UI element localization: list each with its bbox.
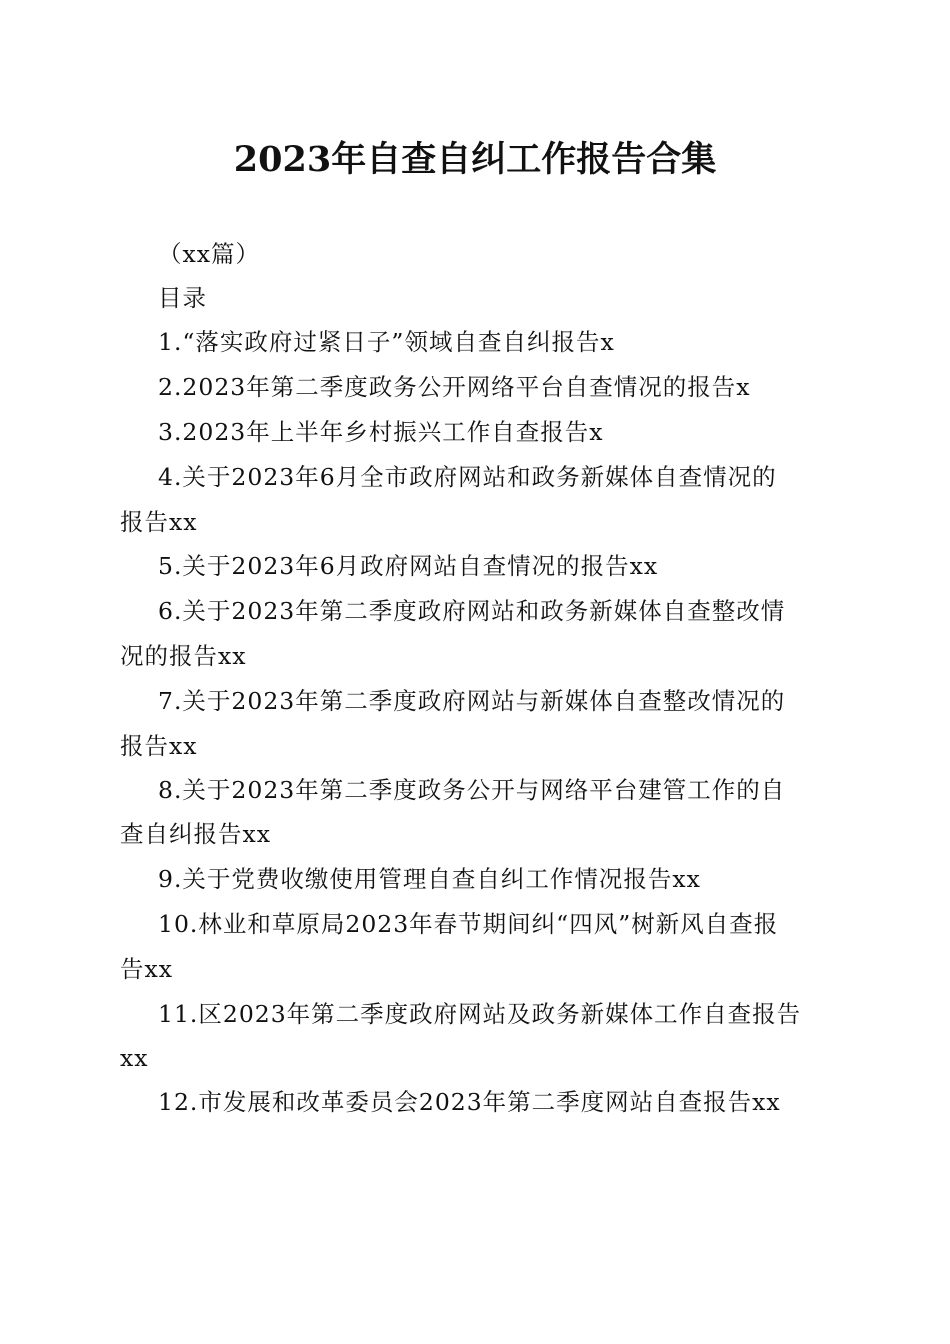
toc-heading: 目录	[158, 284, 207, 312]
toc-item-11-line-2: xx	[120, 1044, 149, 1072]
toc-item-1: 1.“落实政府过紧日子”领域自查自纠报告x	[158, 328, 615, 356]
toc-item-3: 3.2023年上半年乡村振兴工作自查报告x	[158, 418, 604, 446]
toc-item-10-line-2: 告xx	[120, 955, 174, 983]
toc-item-8-line-2: 查自纠报告xx	[120, 820, 272, 848]
toc-item-2: 2.2023年第二季度政务公开网络平台自查情况的报告x	[158, 373, 751, 401]
toc-item-4-line-1: 4.关于2023年6月全市政府网站和政务新媒体自查情况的	[158, 463, 777, 491]
toc-item-7-line-2: 报告xx	[120, 732, 198, 760]
toc-item-11-line-1: 11.区2023年第二季度政府网站及政务新媒体工作自查报告	[158, 1000, 802, 1028]
toc-item-9: 9.关于党费收缴使用管理自查自纠工作情况报告xx	[158, 865, 701, 893]
toc-item-8-line-1: 8.关于2023年第二季度政务公开与网络平台建管工作的自	[158, 776, 786, 804]
toc-item-10-line-1: 10.林业和草原局2023年春节期间纠“四风”树新风自查报	[158, 910, 779, 938]
toc-item-12: 12.市发展和改革委员会2023年第二季度网站自查报告xx	[158, 1088, 781, 1116]
toc-item-6-line-1: 6.关于2023年第二季度政府网站和政务新媒体自查整改情	[158, 597, 786, 625]
document-title: 2023年自查自纠工作报告合集	[233, 139, 717, 180]
toc-item-5: 5.关于2023年6月政府网站自查情况的报告xx	[158, 552, 659, 580]
toc-item-4-line-2: 报告xx	[120, 508, 198, 536]
toc-item-7-line-1: 7.关于2023年第二季度政府网站与新媒体自查整改情况的	[158, 687, 786, 715]
toc-item-6-line-2: 况的报告xx	[120, 642, 247, 670]
count-note: （xx篇）	[158, 240, 261, 268]
